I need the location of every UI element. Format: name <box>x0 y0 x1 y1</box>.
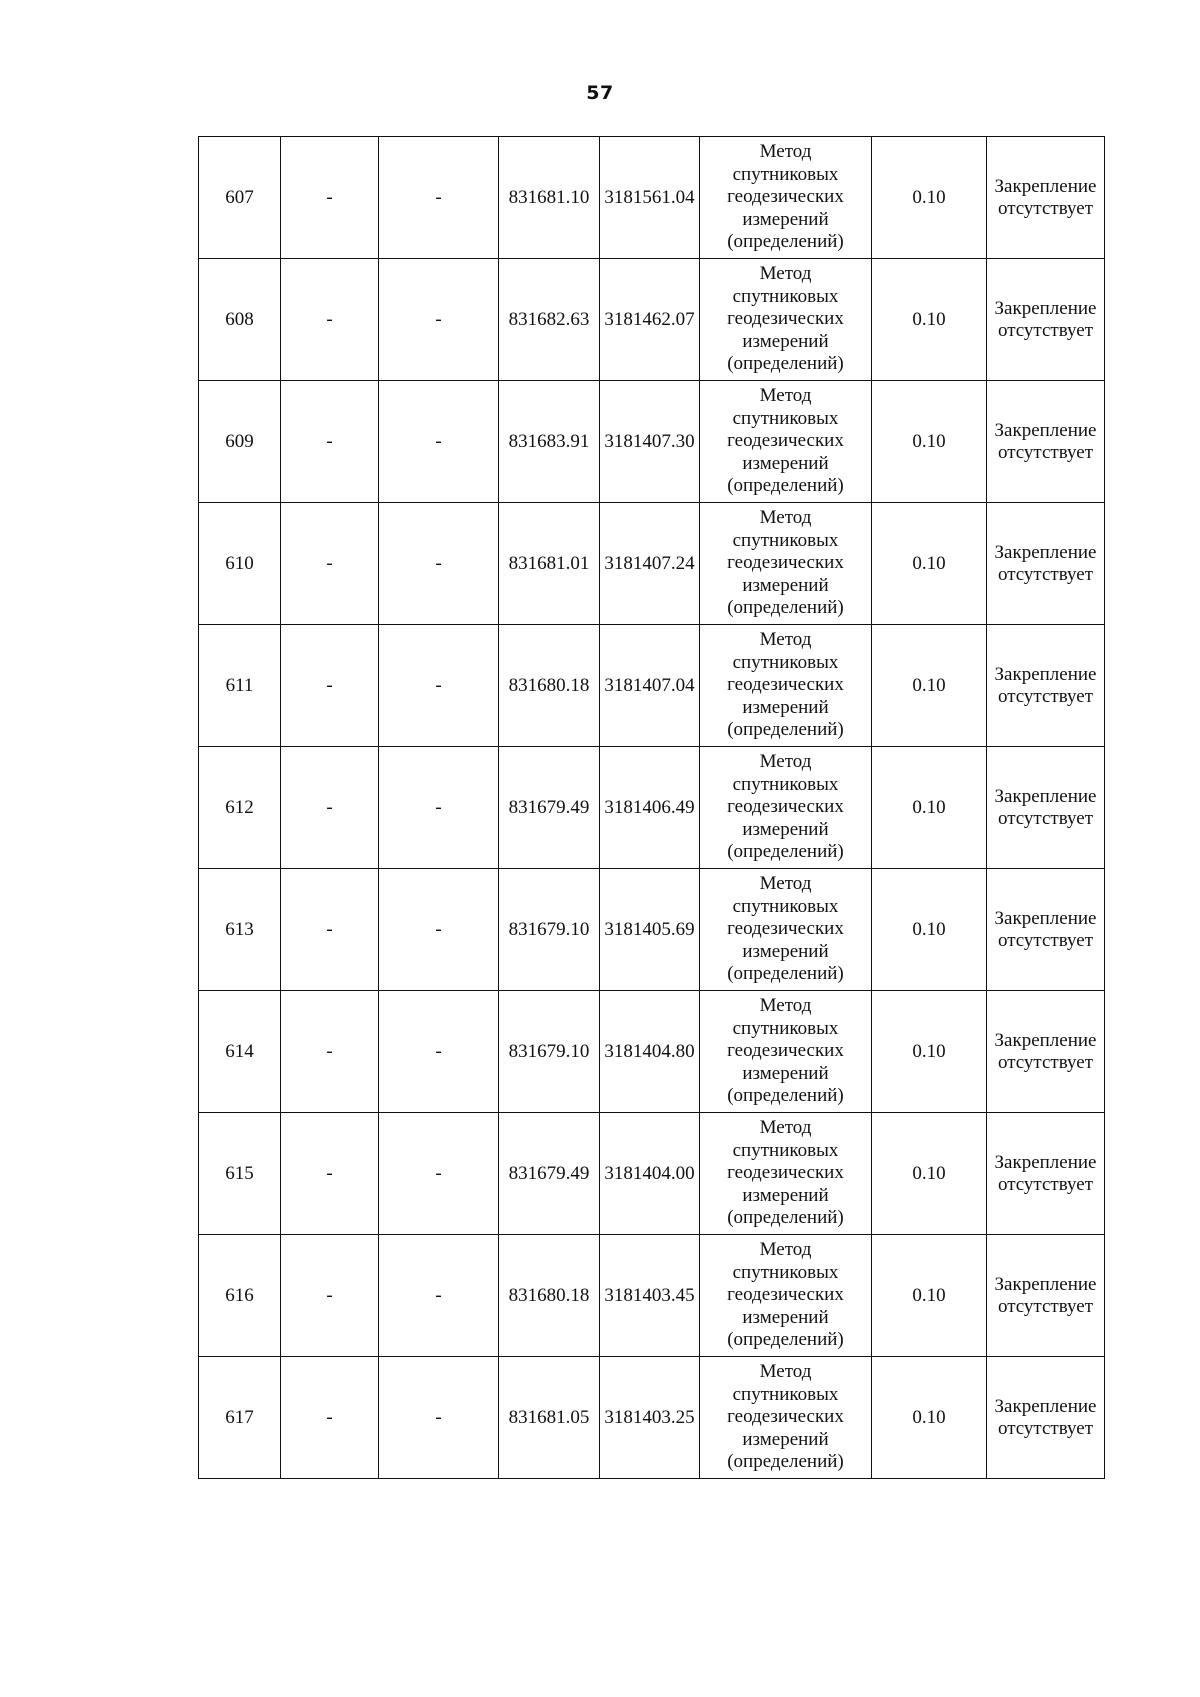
cell-coordinate-x: 831679.10 <box>499 869 600 991</box>
method-line: геодезических <box>727 552 844 574</box>
fixing-line: Закрепление <box>994 1273 1097 1295</box>
cell-accuracy: 0.10 <box>872 1235 987 1357</box>
method-line: спутниковых <box>732 895 839 917</box>
cell-dash-2: - <box>281 869 379 991</box>
fixing-line: Закрепление <box>994 175 1097 197</box>
method-line: измерений <box>742 574 829 596</box>
method-line: измерений <box>742 696 829 718</box>
method-line: Метод <box>759 995 812 1017</box>
cell-accuracy: 0.10 <box>872 259 987 381</box>
cell-coordinate-x: 831682.63 <box>499 259 600 381</box>
cell-method <box>700 625 872 747</box>
cell-accuracy: 0.10 <box>872 869 987 991</box>
method-line: Метод <box>759 385 812 407</box>
method-line: спутниковых <box>732 1261 839 1283</box>
cell-dash-2: - <box>281 1235 379 1357</box>
cell-coordinate-x: 831681.10 <box>499 137 600 259</box>
method-line: спутниковых <box>732 407 839 429</box>
cell-method <box>700 503 872 625</box>
cell-dash-3: - <box>379 1235 499 1357</box>
table-row <box>199 747 1105 869</box>
cell-dash-3: - <box>379 503 499 625</box>
cell-coordinate-y: 3181403.25 <box>600 1357 700 1479</box>
fixing-line: отсутствует <box>997 441 1094 463</box>
method-line: Метод <box>759 873 812 895</box>
fixing-line: отсутствует <box>997 563 1094 585</box>
cell-coordinate-x: 831680.18 <box>499 1235 600 1357</box>
method-line: (определений) <box>727 963 844 985</box>
cell-coordinate-x: 831679.49 <box>499 747 600 869</box>
cell-fixing <box>987 381 1105 503</box>
cell-accuracy: 0.10 <box>872 137 987 259</box>
method-line: Метод <box>759 141 812 163</box>
method-line: геодезических <box>727 796 844 818</box>
fixing-line: Закрепление <box>994 907 1097 929</box>
cell-dash-3: - <box>379 991 499 1113</box>
cell-coordinate-x: 831679.49 <box>499 1113 600 1235</box>
method-line: геодезических <box>727 1406 844 1428</box>
fixing-line: отсутствует <box>997 197 1094 219</box>
method-line: спутниковых <box>732 651 839 673</box>
cell-dash-3: - <box>379 1113 499 1235</box>
method-line: измерений <box>742 208 829 230</box>
cell-coordinate-y: 3181407.24 <box>600 503 700 625</box>
method-line: измерений <box>742 1428 829 1450</box>
table-row <box>199 1357 1105 1479</box>
method-line: (определений) <box>727 597 844 619</box>
method-line: спутниковых <box>732 1383 839 1405</box>
page-number: 57 <box>586 82 614 104</box>
method-line: геодезических <box>727 1284 844 1306</box>
cell-dash-2: - <box>281 1113 379 1235</box>
cell-fixing <box>987 625 1105 747</box>
cell-method <box>700 869 872 991</box>
cell-accuracy: 0.10 <box>872 991 987 1113</box>
fixing-line: отсутствует <box>997 319 1094 341</box>
method-line: Метод <box>759 1117 812 1139</box>
cell-coordinate-y: 3181407.04 <box>600 625 700 747</box>
cell-coordinate-y: 3181405.69 <box>600 869 700 991</box>
cell-dash-3: - <box>379 381 499 503</box>
cell-method <box>700 991 872 1113</box>
cell-coordinate-x: 831681.01 <box>499 503 600 625</box>
cell-fixing <box>987 747 1105 869</box>
cell-dash-3: - <box>379 747 499 869</box>
method-line: спутниковых <box>732 163 839 185</box>
cell-fixing <box>987 1113 1105 1235</box>
table-body <box>199 137 1105 1479</box>
method-line: (определений) <box>727 719 844 741</box>
cell-method <box>700 259 872 381</box>
table-row <box>199 1235 1105 1357</box>
method-line: (определений) <box>727 353 844 375</box>
method-line: (определений) <box>727 1207 844 1229</box>
cell-dash-2: - <box>281 747 379 869</box>
method-line: спутниковых <box>732 773 839 795</box>
fixing-line: отсутствует <box>997 1051 1094 1073</box>
cell-method <box>700 1357 872 1479</box>
cell-fixing <box>987 869 1105 991</box>
fixing-line: Закрепление <box>994 1395 1097 1417</box>
cell-coordinate-x: 831681.05 <box>499 1357 600 1479</box>
cell-accuracy: 0.10 <box>872 1113 987 1235</box>
cell-coordinate-y: 3181407.30 <box>600 381 700 503</box>
cell-dash-2: - <box>281 991 379 1113</box>
cell-fixing <box>987 137 1105 259</box>
table-row <box>199 991 1105 1113</box>
method-line: геодезических <box>727 674 844 696</box>
table-row <box>199 1113 1105 1235</box>
table-row <box>199 381 1105 503</box>
method-line: измерений <box>742 330 829 352</box>
cell-accuracy: 0.10 <box>872 1357 987 1479</box>
method-line: Метод <box>759 263 812 285</box>
cell-fixing <box>987 991 1105 1113</box>
method-line: геодезических <box>727 186 844 208</box>
fixing-line: Закрепление <box>994 297 1097 319</box>
fixing-line: отсутствует <box>997 1295 1094 1317</box>
cell-point-number: 611 <box>199 625 281 747</box>
cell-point-number: 612 <box>199 747 281 869</box>
method-line: (определений) <box>727 841 844 863</box>
cell-coordinate-y: 3181404.00 <box>600 1113 700 1235</box>
fixing-line: Закрепление <box>994 419 1097 441</box>
cell-method <box>700 381 872 503</box>
fixing-line: Закрепление <box>994 541 1097 563</box>
method-line: Метод <box>759 1361 812 1383</box>
cell-fixing <box>987 259 1105 381</box>
cell-dash-3: - <box>379 137 499 259</box>
method-line: спутниковых <box>732 529 839 551</box>
cell-dash-2: - <box>281 503 379 625</box>
cell-point-number: 608 <box>199 259 281 381</box>
table-row <box>199 259 1105 381</box>
cell-accuracy: 0.10 <box>872 625 987 747</box>
method-line: измерений <box>742 452 829 474</box>
cell-dash-2: - <box>281 381 379 503</box>
cell-point-number: 617 <box>199 1357 281 1479</box>
method-line: (определений) <box>727 1451 844 1473</box>
cell-coordinate-x: 831679.10 <box>499 991 600 1113</box>
method-line: геодезических <box>727 1040 844 1062</box>
table-row <box>199 503 1105 625</box>
cell-point-number: 615 <box>199 1113 281 1235</box>
fixing-line: отсутствует <box>997 1173 1094 1195</box>
cell-dash-2: - <box>281 1357 379 1479</box>
cell-point-number: 609 <box>199 381 281 503</box>
fixing-line: Закрепление <box>994 785 1097 807</box>
method-line: спутниковых <box>732 1139 839 1161</box>
method-line: (определений) <box>727 475 844 497</box>
cell-coordinate-x: 831680.18 <box>499 625 600 747</box>
cell-fixing <box>987 1357 1105 1479</box>
table-row <box>199 625 1105 747</box>
cell-accuracy: 0.10 <box>872 747 987 869</box>
cell-method <box>700 747 872 869</box>
method-line: измерений <box>742 1306 829 1328</box>
cell-coordinate-y: 3181462.07 <box>600 259 700 381</box>
method-line: измерений <box>742 818 829 840</box>
cell-coordinate-y: 3181406.49 <box>600 747 700 869</box>
cell-dash-3: - <box>379 869 499 991</box>
cell-point-number: 610 <box>199 503 281 625</box>
cell-point-number: 613 <box>199 869 281 991</box>
fixing-line: Закрепление <box>994 1029 1097 1051</box>
method-line: (определений) <box>727 1329 844 1351</box>
method-line: измерений <box>742 940 829 962</box>
cell-coordinate-y: 3181561.04 <box>600 137 700 259</box>
method-line: геодезических <box>727 430 844 452</box>
method-line: (определений) <box>727 1085 844 1107</box>
method-line: спутниковых <box>732 285 839 307</box>
fixing-line: отсутствует <box>997 1417 1094 1439</box>
method-line: Метод <box>759 751 812 773</box>
cell-method <box>700 1113 872 1235</box>
fixing-line: отсутствует <box>997 929 1094 951</box>
method-line: измерений <box>742 1184 829 1206</box>
method-line: спутниковых <box>732 1017 839 1039</box>
fixing-line: Закрепление <box>994 663 1097 685</box>
method-line: геодезических <box>727 918 844 940</box>
method-line: геодезических <box>727 1162 844 1184</box>
cell-point-number: 607 <box>199 137 281 259</box>
table-row <box>199 137 1105 259</box>
cell-dash-2: - <box>281 259 379 381</box>
cell-dash-3: - <box>379 1357 499 1479</box>
cell-dash-3: - <box>379 625 499 747</box>
method-line: (определений) <box>727 231 844 253</box>
cell-method <box>700 137 872 259</box>
method-line: Метод <box>759 629 812 651</box>
cell-coordinate-y: 3181403.45 <box>600 1235 700 1357</box>
cell-coordinate-x: 831683.91 <box>499 381 600 503</box>
cell-dash-2: - <box>281 137 379 259</box>
method-line: геодезических <box>727 308 844 330</box>
fixing-line: Закрепление <box>994 1151 1097 1173</box>
fixing-line: отсутствует <box>997 685 1094 707</box>
cell-method <box>700 1235 872 1357</box>
cell-fixing <box>987 1235 1105 1357</box>
cell-accuracy: 0.10 <box>872 381 987 503</box>
cell-fixing <box>987 503 1105 625</box>
method-line: Метод <box>759 1239 812 1261</box>
cell-point-number: 616 <box>199 1235 281 1357</box>
cell-dash-2: - <box>281 625 379 747</box>
cell-point-number: 614 <box>199 991 281 1113</box>
method-line: измерений <box>742 1062 829 1084</box>
cell-coordinate-y: 3181404.80 <box>600 991 700 1113</box>
coordinates-table <box>198 136 1105 1479</box>
table-row <box>199 869 1105 991</box>
cell-accuracy: 0.10 <box>872 503 987 625</box>
fixing-line: отсутствует <box>997 807 1094 829</box>
cell-dash-3: - <box>379 259 499 381</box>
method-line: Метод <box>759 507 812 529</box>
